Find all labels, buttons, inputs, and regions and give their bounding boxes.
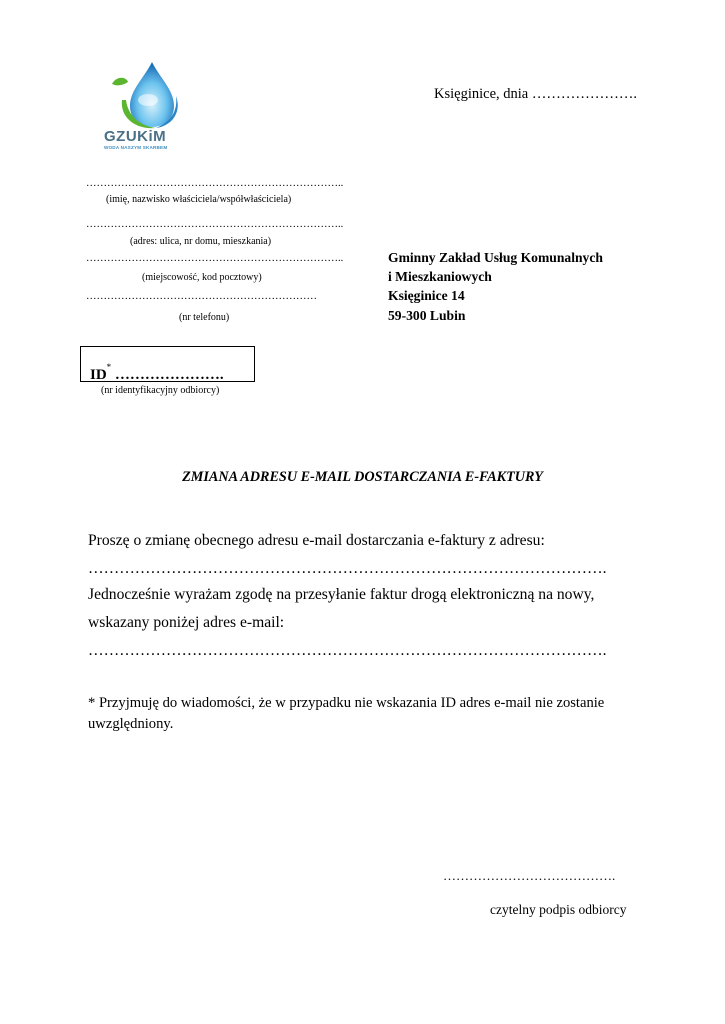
city-postal-field: ……………………………………………………………….. bbox=[86, 253, 344, 264]
note-line-2: uwzględniony. bbox=[88, 716, 174, 732]
city-postal-caption: (miejscowość, kod pocztowy) bbox=[142, 272, 262, 283]
logo-brand-text: GZUKiM bbox=[104, 128, 167, 145]
body-line-1: Proszę o zmianę obecnego adresu e-mail dostarczania e-faktury z adresu: bbox=[88, 532, 545, 549]
note-line-1: * Przyjmuję do wiadomości, że w przypadku nie wskazania ID adres e-mail nie zostanie bbox=[88, 695, 605, 711]
document-title: ZMIANA ADRESU E-MAIL DOSTARCZANIA E-FAKTURY bbox=[182, 469, 543, 485]
water-drop-logo-icon bbox=[100, 60, 200, 130]
place-date-line: Księginice, dnia …………………. bbox=[434, 86, 637, 102]
signature-caption: czytelny podpis odbiorcy bbox=[490, 902, 627, 917]
id-dots: …………………. bbox=[114, 367, 224, 383]
recipient-line-1: Gminny Zakład Usług Komunalnych bbox=[388, 250, 603, 265]
body-line-3: wskazany poniżej adres e-mail: bbox=[88, 614, 285, 631]
phone-field: ………………………………………………………… bbox=[86, 291, 317, 302]
address-field: ……………………………………………………………….. bbox=[86, 219, 344, 230]
id-caption: (nr identyfikacyjny odbiorcy) bbox=[101, 385, 220, 396]
recipient-line-3: Księginice 14 bbox=[388, 288, 465, 303]
body-line-2: Jednocześnie wyrażam zgodę na przesyłanie faktur drogą elektroniczną na nowy, bbox=[88, 586, 595, 603]
id-asterisk: * bbox=[106, 362, 112, 372]
owner-name-field: ……………………………………………………………….. bbox=[86, 178, 344, 189]
recipient-line-4: 59-300 Lubin bbox=[388, 308, 466, 323]
phone-caption: (nr telefonu) bbox=[179, 312, 230, 323]
address-caption: (adres: ulica, nr domu, mieszkania) bbox=[130, 236, 272, 247]
recipient-line-2: i Mieszkaniowych bbox=[388, 269, 492, 284]
owner-name-caption: (imię, nazwisko właściciela/współwłaściciela) bbox=[106, 194, 292, 205]
logo-tagline: WODA NASZYM SKARBEM bbox=[104, 145, 168, 150]
old-email-field: ………………………………………………………………………………………. bbox=[88, 560, 607, 577]
id-label: ID bbox=[90, 367, 107, 383]
new-email-field: ………………………………………………………………………………………. bbox=[88, 642, 607, 659]
id-field bbox=[90, 362, 224, 384]
signature-field: …………………………………. bbox=[443, 868, 616, 883]
